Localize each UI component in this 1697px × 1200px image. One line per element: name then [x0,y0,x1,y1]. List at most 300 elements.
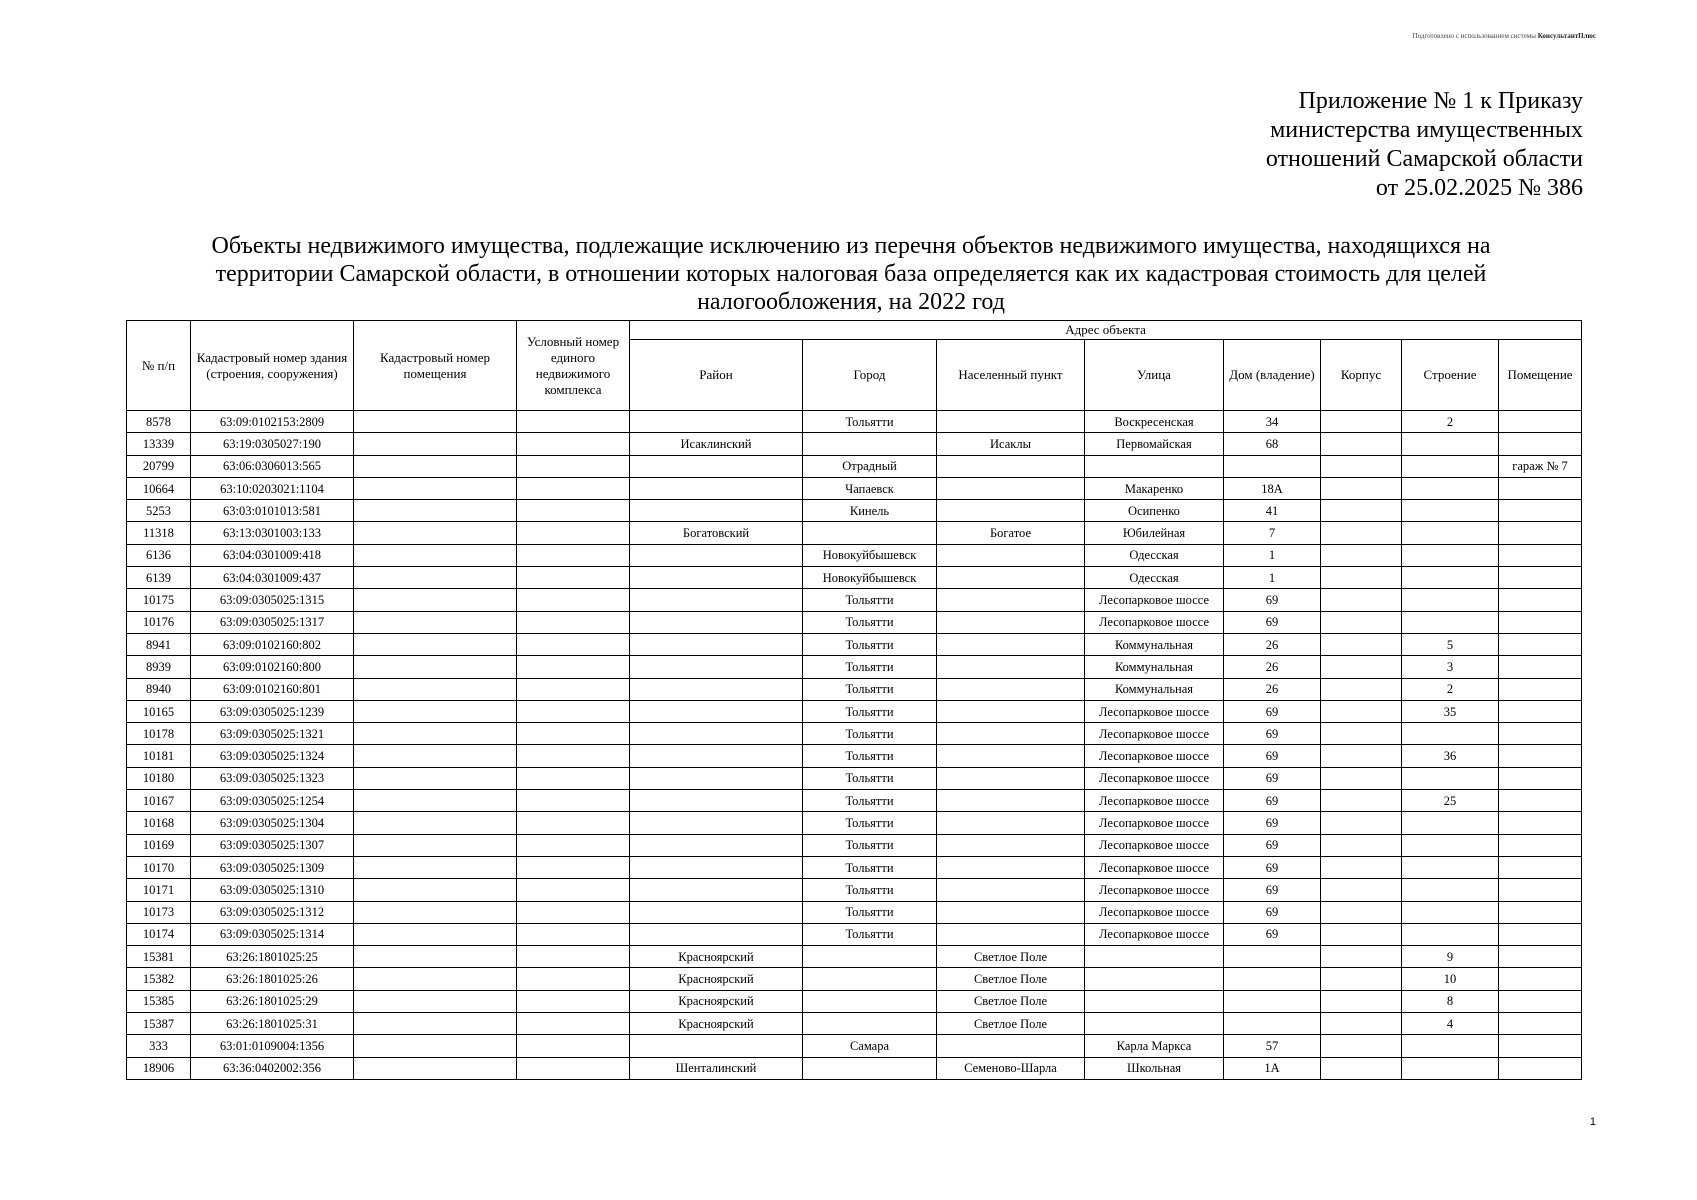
cell-korpus [1321,567,1402,589]
table-row [127,812,1582,834]
cell-settlement [937,790,1085,812]
table-row [127,700,1582,722]
cell-settlement: Светлое Поле [937,968,1085,990]
table-row [127,411,1582,433]
cell-complex-number [517,1057,630,1079]
header-settlement: Населенный пункт [937,340,1085,411]
header-num: № п/п [127,321,191,411]
cell-structure [1402,834,1499,856]
cell-room [1499,500,1582,522]
cell-premises-cadastral [354,411,517,433]
table-row [127,477,1582,499]
cell-room [1499,522,1582,544]
cell-num: 15387 [127,1013,191,1035]
cell-district [630,879,803,901]
cell-district: Исаклинский [630,433,803,455]
cell-district [630,500,803,522]
cell-room [1499,1057,1582,1079]
cell-street: Лесопарковое шоссе [1085,901,1224,923]
cell-structure: 3 [1402,656,1499,678]
cell-premises-cadastral [354,500,517,522]
consultant-brand: КонсультантПлюс [1537,32,1596,40]
cell-settlement: Светлое Поле [937,946,1085,968]
cell-korpus [1321,856,1402,878]
cell-complex-number [517,767,630,789]
cell-settlement: Богатое [937,522,1085,544]
cell-room [1499,567,1582,589]
cell-premises-cadastral [354,834,517,856]
cell-num: 10169 [127,834,191,856]
cell-city: Тольятти [803,879,937,901]
table-row [127,433,1582,455]
cell-building-cadastral: 63:09:0102160:800 [191,656,354,678]
cell-num: 10171 [127,879,191,901]
cell-house: 1А [1224,1057,1321,1079]
table-row [127,1035,1582,1057]
cell-building-cadastral: 63:09:0102160:802 [191,633,354,655]
cell-street: Лесопарковое шоссе [1085,879,1224,901]
cell-district: Богатовский [630,522,803,544]
cell-settlement [937,767,1085,789]
cell-room [1499,477,1582,499]
cell-structure [1402,589,1499,611]
table-row [127,500,1582,522]
cell-room [1499,411,1582,433]
cell-structure [1402,611,1499,633]
cell-settlement [937,879,1085,901]
cell-num: 15381 [127,946,191,968]
table-row [127,834,1582,856]
cell-korpus [1321,901,1402,923]
table-row [127,990,1582,1012]
table-row [127,522,1582,544]
cell-num: 10178 [127,723,191,745]
cell-street: Лесопарковое шоссе [1085,700,1224,722]
cell-district [630,834,803,856]
table-header [127,321,1582,411]
cell-complex-number [517,745,630,767]
cell-korpus [1321,745,1402,767]
cell-premises-cadastral [354,567,517,589]
cell-korpus [1321,433,1402,455]
cell-room [1499,611,1582,633]
cell-complex-number [517,656,630,678]
cell-room [1499,745,1582,767]
cell-complex-number [517,544,630,566]
cell-premises-cadastral [354,879,517,901]
cell-city: Тольятти [803,656,937,678]
cell-korpus [1321,678,1402,700]
cell-premises-cadastral [354,633,517,655]
cell-korpus [1321,522,1402,544]
table-row [127,923,1582,945]
cell-korpus [1321,923,1402,945]
table-row [127,790,1582,812]
cell-district [630,745,803,767]
cell-street: Карла Маркса [1085,1035,1224,1057]
cell-building-cadastral: 63:10:0203021:1104 [191,477,354,499]
cell-city: Тольятти [803,901,937,923]
cell-korpus [1321,946,1402,968]
cell-premises-cadastral [354,589,517,611]
cell-num: 15385 [127,990,191,1012]
cell-settlement [937,656,1085,678]
cell-settlement [937,500,1085,522]
cell-korpus [1321,455,1402,477]
cell-city: Новокуйбышевск [803,544,937,566]
cell-room: гараж № 7 [1499,455,1582,477]
cell-structure: 9 [1402,946,1499,968]
cell-room [1499,812,1582,834]
cell-premises-cadastral [354,433,517,455]
cell-premises-cadastral [354,656,517,678]
cell-city: Новокуйбышевск [803,567,937,589]
cell-room [1499,946,1582,968]
cell-street: Воскресенская [1085,411,1224,433]
cell-district [630,812,803,834]
cell-city [803,946,937,968]
cell-structure: 10 [1402,968,1499,990]
cell-city: Отрадный [803,455,937,477]
page-number: 1 [1589,1116,1596,1128]
cell-city: Тольятти [803,611,937,633]
cell-structure [1402,567,1499,589]
cell-premises-cadastral [354,968,517,990]
cell-num: 8941 [127,633,191,655]
cell-district [630,567,803,589]
cell-num: 13339 [127,433,191,455]
cell-city: Тольятти [803,923,937,945]
cell-city: Тольятти [803,790,937,812]
table-row [127,611,1582,633]
cell-city: Тольятти [803,812,937,834]
cell-premises-cadastral [354,700,517,722]
cell-room [1499,723,1582,745]
cell-city: Тольятти [803,589,937,611]
table-row [127,567,1582,589]
cell-structure [1402,477,1499,499]
cell-korpus [1321,1013,1402,1035]
table-row [127,678,1582,700]
cell-street: Юбилейная [1085,522,1224,544]
header-complex-number: Условный номер единого недвижимого комплекса [517,321,630,411]
cell-city: Тольятти [803,856,937,878]
table-row [127,589,1582,611]
cell-street: Одесская [1085,544,1224,566]
cell-street: Лесопарковое шоссе [1085,723,1224,745]
cell-street [1085,968,1224,990]
cell-city [803,968,937,990]
cell-district [630,856,803,878]
cell-building-cadastral: 63:19:0305027:190 [191,433,354,455]
cell-complex-number [517,1013,630,1035]
cell-complex-number [517,879,630,901]
cell-num: 10664 [127,477,191,499]
cell-street: Макаренко [1085,477,1224,499]
cell-building-cadastral: 63:26:1801025:25 [191,946,354,968]
cell-district [630,411,803,433]
cell-street: Лесопарковое шоссе [1085,856,1224,878]
cell-premises-cadastral [354,856,517,878]
cell-street: Первомайская [1085,433,1224,455]
cell-street: Осипенко [1085,500,1224,522]
cell-district [630,723,803,745]
cell-structure [1402,500,1499,522]
cell-building-cadastral: 63:09:0305025:1307 [191,834,354,856]
table-row [127,656,1582,678]
cell-korpus [1321,767,1402,789]
annex-line: от 25.02.2025 № 386 [1375,175,1583,201]
cell-structure [1402,544,1499,566]
cell-room [1499,433,1582,455]
cell-complex-number [517,790,630,812]
cell-street: Лесопарковое шоссе [1085,790,1224,812]
cell-house [1224,968,1321,990]
cell-building-cadastral: 63:09:0305025:1323 [191,767,354,789]
cell-structure [1402,522,1499,544]
cell-building-cadastral: 63:09:0305025:1324 [191,745,354,767]
cell-settlement [937,611,1085,633]
cell-complex-number [517,455,630,477]
cell-num: 10181 [127,745,191,767]
cell-house: 18А [1224,477,1321,499]
cell-num: 10176 [127,611,191,633]
cell-building-cadastral: 63:09:0305025:1312 [191,901,354,923]
cell-building-cadastral: 63:26:1801025:26 [191,968,354,990]
cell-structure: 2 [1402,678,1499,700]
cell-num: 5253 [127,500,191,522]
cell-district [630,611,803,633]
cell-settlement [937,901,1085,923]
cell-premises-cadastral [354,477,517,499]
cell-num: 11318 [127,522,191,544]
annex-line: Приложение № 1 к Приказу [1298,88,1583,114]
header-korpus: Корпус [1321,340,1402,411]
cell-settlement [937,589,1085,611]
cell-korpus [1321,700,1402,722]
cell-premises-cadastral [354,1057,517,1079]
cell-premises-cadastral [354,678,517,700]
cell-room [1499,923,1582,945]
cell-building-cadastral: 63:26:1801025:29 [191,990,354,1012]
cell-complex-number [517,500,630,522]
cell-street: Лесопарковое шоссе [1085,812,1224,834]
cell-house: 7 [1224,522,1321,544]
cell-street: Лесопарковое шоссе [1085,745,1224,767]
cell-settlement [937,678,1085,700]
cell-city: Тольятти [803,834,937,856]
cell-house: 69 [1224,790,1321,812]
cell-premises-cadastral [354,544,517,566]
cell-street [1085,946,1224,968]
cell-settlement: Исаклы [937,433,1085,455]
cell-building-cadastral: 63:13:0301003:133 [191,522,354,544]
cell-room [1499,990,1582,1012]
cell-settlement [937,834,1085,856]
header-structure: Строение [1402,340,1499,411]
cell-house: 69 [1224,879,1321,901]
cell-complex-number [517,968,630,990]
cell-structure [1402,1035,1499,1057]
annex-header [1266,87,1583,203]
cell-settlement [937,856,1085,878]
cell-num: 10173 [127,901,191,923]
cell-korpus [1321,879,1402,901]
cell-building-cadastral: 63:04:0301009:437 [191,567,354,589]
cell-building-cadastral: 63:09:0305025:1254 [191,790,354,812]
cell-num: 15382 [127,968,191,990]
cell-district: Красноярский [630,968,803,990]
cell-building-cadastral: 63:09:0305025:1317 [191,611,354,633]
cell-num: 10175 [127,589,191,611]
cell-premises-cadastral [354,611,517,633]
cell-house [1224,946,1321,968]
cell-district [630,767,803,789]
cell-num: 10168 [127,812,191,834]
cell-city [803,433,937,455]
cell-district: Красноярский [630,946,803,968]
cell-num: 8578 [127,411,191,433]
cell-street [1085,990,1224,1012]
table-row [127,745,1582,767]
cell-korpus [1321,812,1402,834]
cell-complex-number [517,611,630,633]
cell-house: 69 [1224,700,1321,722]
cell-district [630,477,803,499]
cell-complex-number [517,856,630,878]
cell-korpus [1321,544,1402,566]
cell-num: 10180 [127,767,191,789]
cell-premises-cadastral [354,923,517,945]
cell-num: 333 [127,1035,191,1057]
table-row [127,856,1582,878]
cell-num: 10167 [127,790,191,812]
cell-settlement: Светлое Поле [937,1013,1085,1035]
cell-korpus [1321,500,1402,522]
cell-korpus [1321,411,1402,433]
cell-building-cadastral: 63:06:0306013:565 [191,455,354,477]
cell-structure: 8 [1402,990,1499,1012]
cell-room [1499,589,1582,611]
cell-complex-number [517,901,630,923]
cell-street: Одесская [1085,567,1224,589]
cell-structure [1402,455,1499,477]
cell-room [1499,1013,1582,1035]
cell-complex-number [517,923,630,945]
cell-korpus [1321,723,1402,745]
cell-house: 57 [1224,1035,1321,1057]
cell-room [1499,968,1582,990]
cell-house: 26 [1224,656,1321,678]
cell-building-cadastral: 63:09:0305025:1321 [191,723,354,745]
cell-premises-cadastral [354,767,517,789]
cell-num: 6139 [127,567,191,589]
cell-premises-cadastral [354,990,517,1012]
cell-korpus [1321,633,1402,655]
cell-room [1499,834,1582,856]
cell-city: Чапаевск [803,477,937,499]
cell-num: 8939 [127,656,191,678]
cell-structure: 4 [1402,1013,1499,1035]
cell-structure [1402,856,1499,878]
cell-house: 26 [1224,678,1321,700]
cell-settlement [937,745,1085,767]
cell-premises-cadastral [354,901,517,923]
table-body [127,411,1582,1080]
cell-korpus [1321,834,1402,856]
cell-district [630,678,803,700]
cell-structure [1402,433,1499,455]
table-row [127,901,1582,923]
cell-street [1085,455,1224,477]
cell-korpus [1321,589,1402,611]
cell-num: 10165 [127,700,191,722]
header-premises-cadastral: Кадастровый номер помещения [354,321,517,411]
cell-structure [1402,901,1499,923]
cell-district [630,901,803,923]
cell-house: 69 [1224,723,1321,745]
cell-district [630,544,803,566]
cell-settlement [937,633,1085,655]
cell-street: Лесопарковое шоссе [1085,767,1224,789]
cell-house: 69 [1224,767,1321,789]
cell-house: 69 [1224,589,1321,611]
cell-premises-cadastral [354,522,517,544]
table-row [127,946,1582,968]
cell-district [630,790,803,812]
consultant-note-text: Подготовлено с использованием системы [1412,32,1536,40]
cell-complex-number [517,723,630,745]
cell-korpus [1321,611,1402,633]
cell-city: Самара [803,1035,937,1057]
cell-street: Школьная [1085,1057,1224,1079]
table-row [127,1013,1582,1035]
cell-premises-cadastral [354,946,517,968]
cell-house: 41 [1224,500,1321,522]
cell-premises-cadastral [354,745,517,767]
cell-structure: 36 [1402,745,1499,767]
cell-district [630,455,803,477]
cell-house: 34 [1224,411,1321,433]
cell-settlement [937,700,1085,722]
cell-house: 69 [1224,745,1321,767]
cell-complex-number [517,946,630,968]
cell-building-cadastral: 63:04:0301009:418 [191,544,354,566]
cell-complex-number [517,567,630,589]
cell-house: 69 [1224,856,1321,878]
cell-city [803,522,937,544]
property-table [126,320,1582,1080]
cell-house: 69 [1224,611,1321,633]
cell-premises-cadastral [354,455,517,477]
cell-house: 69 [1224,923,1321,945]
cell-korpus [1321,1035,1402,1057]
cell-structure [1402,767,1499,789]
cell-building-cadastral: 63:09:0305025:1315 [191,589,354,611]
cell-korpus [1321,990,1402,1012]
cell-city: Кинель [803,500,937,522]
cell-city: Тольятти [803,411,937,433]
cell-korpus [1321,1057,1402,1079]
cell-complex-number [517,1035,630,1057]
table-row [127,879,1582,901]
header-building-cadastral: Кадастровый номер здания (строения, сооружения) [191,321,354,411]
cell-street [1085,1013,1224,1035]
cell-house: 26 [1224,633,1321,655]
header-district: Район [630,340,803,411]
cell-city: Тольятти [803,678,937,700]
cell-structure [1402,879,1499,901]
